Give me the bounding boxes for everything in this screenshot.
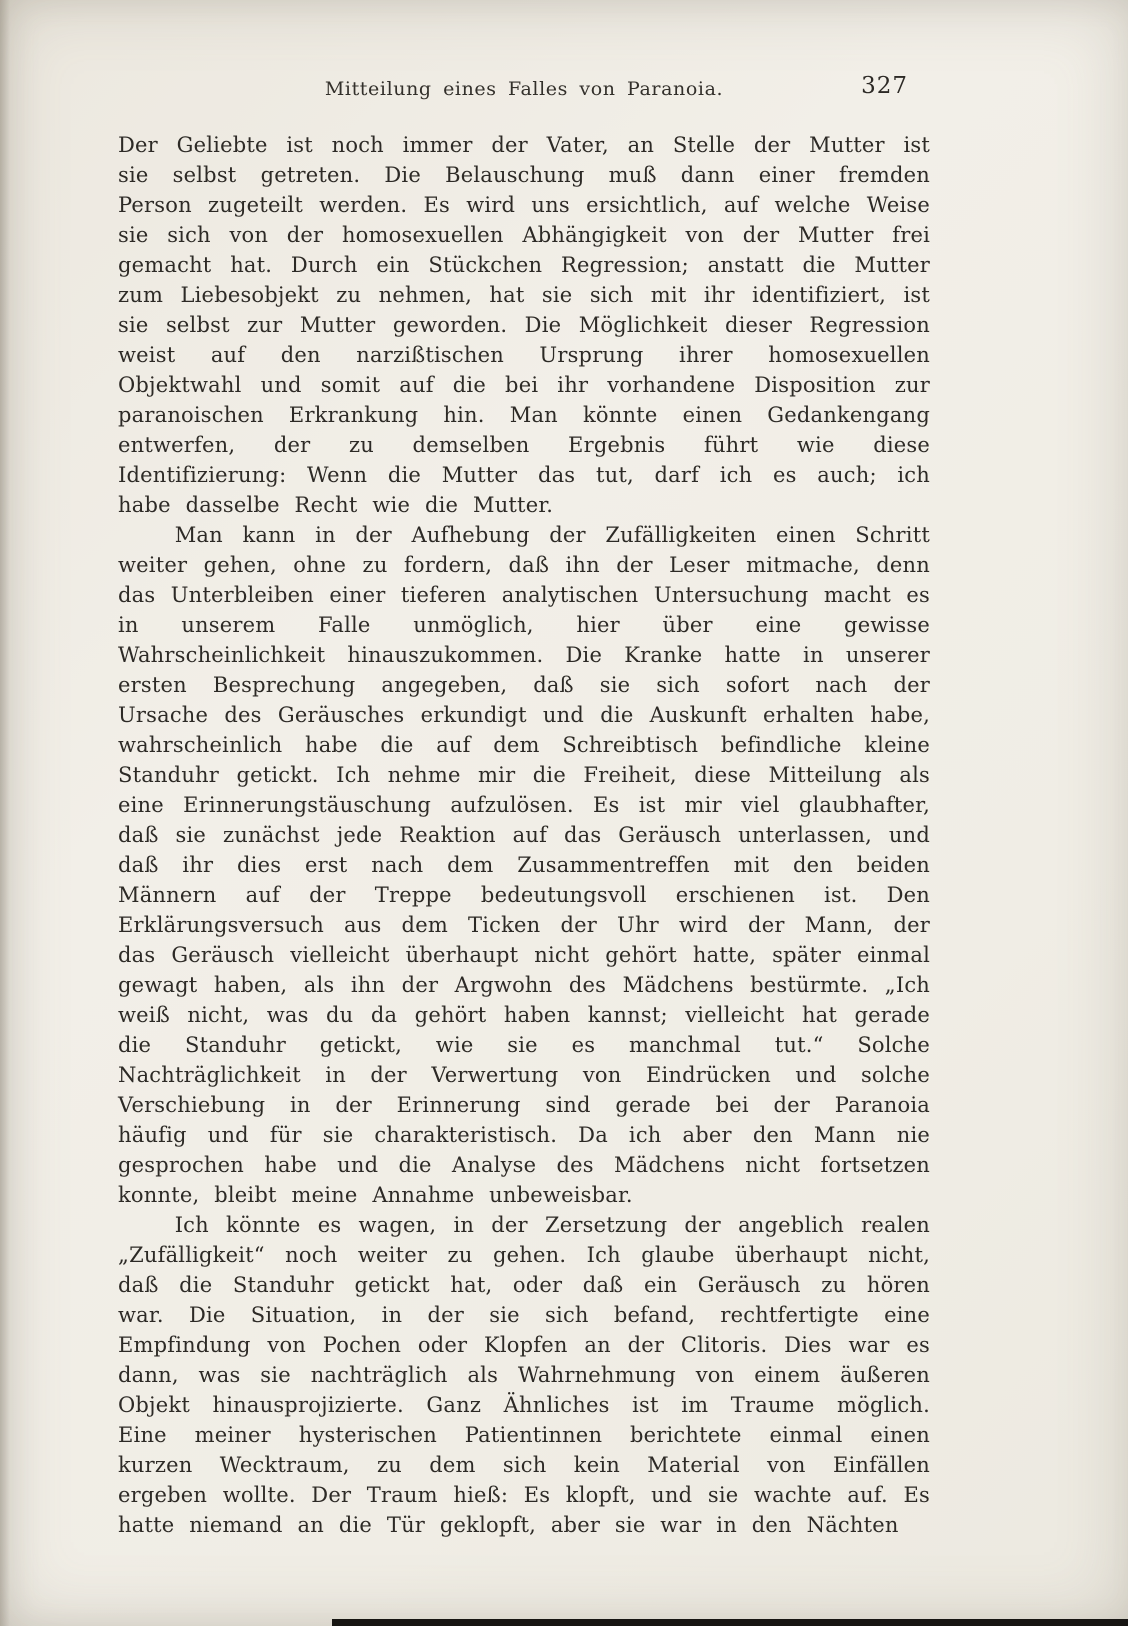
scan-artifact-bar	[332, 1619, 1128, 1626]
paragraph-1: Der Geliebte ist noch immer der Vater, an Stelle der Mutter ist sie selbst getreten. Die Belauschung muß dann einer fremden Person zugeteilt werden. Es wird uns ersichtlich, auf welche Weise sie sich von der homosexuellen Abhängigkeit von der Mutter frei gemacht hat. Durch ein Stückchen Regression; anstatt die Mutter zum Liebesobjekt zu nehmen, hat sie sich mit ihr identifiziert, ist sie selbst zur Mutter geworden. Die Möglichkeit dieser Regression weist auf den narzißtischen Ursprung ihrer homosexuellen Objektwahl und somit auf die bei ihr vorhandene Disposition zur paranoischen Erkrankung hin. Man könnte einen Gedankengang entwerfen, der zu demselben Ergebnis führt wie diese Identifizierung: Wenn die Mutter das tut, darf ich es auch; ich habe dasselbe Recht wie die Mutter.	[118, 133, 930, 517]
paragraph-3: Ich könnte es wagen, in der Zersetzung der angeblich realen „Zufälligkeit“ noch weiter zu gehen. Ich glaube überhaupt nicht, daß die Standuhr getickt hat, oder daß ein Geräusch zu hören war. Die Situation, in der sie sich befand, rechtfertigte eine Empfindung von Pochen oder Klopfen an der Clitoris. Dies war es dann, was sie nachträglich als Wahrnehmung von einem äußeren Objekt hinausprojizierte. Ganz Ähnliches ist im Traume möglich. Eine meiner hysterischen Patientinnen berichtete einmal einen kurzen Wecktraum, zu dem sich kein Material von Einfällen ergeben wollte. Der Traum hieß: Es klopft, und sie wachte auf. Es hatte niemand an die Tür geklopft, aber sie war in den Nächten	[118, 1213, 930, 1537]
page-body	[118, 130, 930, 1540]
page-header	[118, 73, 930, 112]
scan-edge-shading	[0, 0, 10, 1626]
paragraph-2: Man kann in der Aufhebung der Zufälligkeiten einen Schritt weiter gehen, ohne zu fordern, daß ihn der Leser mitmache, denn das Unterbleiben einer tieferen analytischen Untersuchung macht es in unserem Falle unmöglich, hier über eine gewisse Wahrscheinlichkeit hinauszukommen. Die Kranke hatte in unserer ersten Besprechung angegeben, daß sie sich sofort nach der Ursache des Geräusches erkundigt und die Auskunft erhalten habe, wahrscheinlich habe die auf dem Schreibtisch befindliche kleine Standuhr getickt. Ich nehme mir die Freiheit, diese Mitteilung als eine Erinnerungstäuschung aufzulösen. Es ist mir viel glaubhafter, daß sie zunächst jede Reaktion auf das Geräusch unterlassen, und daß ihr dies erst nach dem Zusammentreffen mit den beiden Männern auf der Treppe bedeutungsvoll erschienen ist. Den Erklärungsversuch aus dem Ticken der Uhr wird der Mann, der das Geräusch vielleicht überhaupt nicht gehört hatte, später einmal gewagt haben, als ihn der Argwohn des Mädchens bestürmte. „Ich weiß nicht, was du da gehört haben kannst; vielleicht hat gerade die Standuhr getickt, wie sie es manchmal tut.“ Solche Nachträglichkeit in der Verwertung von Eindrücken und solche Verschiebung in der Erinnerung sind gerade bei der Paranoia häufig und für sie charakteristisch. Da ich aber den Mann nie gesprochen habe und die Analyse des Mädchens nicht fortsetzen konnte, bleibt meine Annahme unbeweisbar.	[118, 523, 930, 1207]
page-number: 327	[861, 73, 908, 99]
running-title: Mitteilung eines Falles von Paranoia.	[324, 78, 724, 100]
